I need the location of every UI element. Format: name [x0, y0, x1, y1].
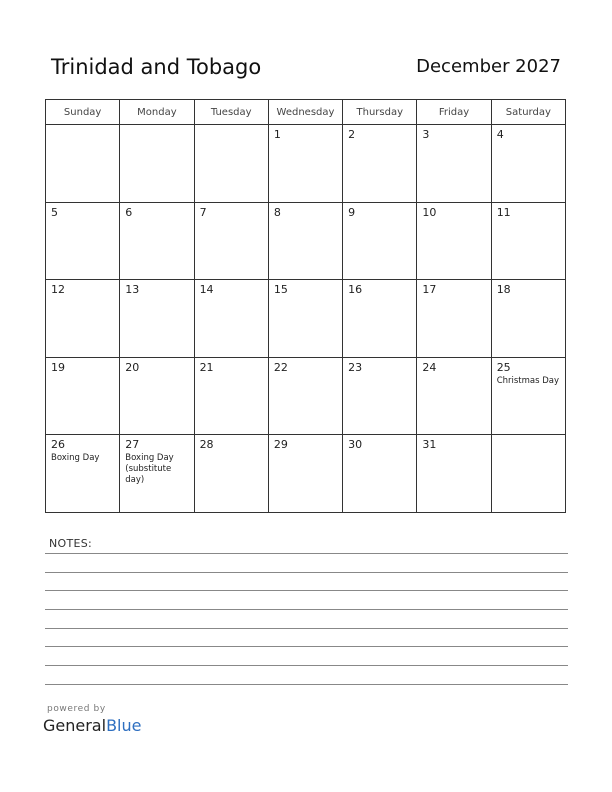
day-cell: [46, 202, 120, 280]
day-cell: [46, 125, 120, 203]
holiday-label: Boxing Day (substitute day): [125, 453, 174, 486]
day-cell: [491, 280, 565, 358]
day-number: 17: [422, 283, 437, 297]
notes-line: [45, 553, 568, 554]
day-number: 31: [422, 438, 437, 452]
day-number: 29: [273, 438, 288, 452]
day-cell: [417, 357, 491, 435]
day-number: 3: [422, 128, 430, 141]
day-number: 1: [273, 128, 281, 141]
day-number: 9: [348, 205, 356, 219]
day-number: 14: [199, 283, 214, 297]
day-number: 15: [273, 283, 288, 297]
notes-label: NOTES:: [49, 537, 93, 550]
day-number: 22: [273, 360, 288, 374]
day-number: 30: [348, 438, 363, 452]
day-number: 28: [199, 438, 214, 452]
week-row: [46, 125, 566, 203]
notes-line: [45, 665, 568, 666]
brand-logo: [43, 716, 141, 735]
powered-by-text: powered by: [47, 704, 106, 714]
day-cell: [343, 357, 417, 435]
day-cell: [491, 125, 565, 203]
day-number: 25: [496, 360, 511, 374]
day-cell: [120, 125, 194, 203]
weekday-friday: Friday: [417, 100, 491, 125]
day-number: 5: [51, 205, 58, 219]
week-row: [46, 435, 566, 513]
weekday-sunday: Sunday: [46, 100, 120, 125]
day-cell: [194, 280, 268, 358]
day-number: 2: [348, 128, 356, 141]
day-number: 10: [422, 205, 437, 219]
weekday-wednesday: Wednesday: [268, 100, 342, 125]
day-number: 26: [51, 438, 65, 452]
notes-line: [45, 572, 568, 573]
day-cell: [120, 435, 194, 513]
weekday-monday: Monday: [120, 100, 194, 125]
day-number: 20: [125, 360, 140, 374]
day-cell: [343, 125, 417, 203]
notes-line: [45, 590, 568, 591]
notes-line: [45, 609, 568, 610]
weekday-tuesday: Tuesday: [194, 100, 268, 125]
brand-name-part2: Blue: [106, 716, 142, 735]
day-cell: [194, 125, 268, 203]
day-cell: [268, 357, 342, 435]
weekday-header-row: [46, 100, 566, 125]
day-number: 21: [199, 360, 214, 374]
day-cell: [120, 357, 194, 435]
day-number: 7: [199, 205, 207, 219]
notes-line: [45, 684, 568, 685]
day-cell: [417, 125, 491, 203]
day-cell: [46, 280, 120, 358]
day-number: 12: [51, 283, 65, 297]
day-cell: [268, 435, 342, 513]
day-cell: [343, 280, 417, 358]
day-number: 19: [51, 360, 65, 374]
day-cell: [417, 280, 491, 358]
day-number: 4: [496, 128, 504, 141]
country-title: Trinidad and Tobago: [51, 55, 262, 79]
holiday-label: Christmas Day: [496, 375, 560, 386]
week-row: [46, 202, 566, 280]
day-cell: [343, 202, 417, 280]
day-number: 13: [125, 283, 140, 297]
day-cell: [194, 202, 268, 280]
notes-line: [45, 646, 568, 647]
day-cell: [491, 357, 565, 435]
day-number: 23: [348, 360, 363, 374]
week-row: [46, 280, 566, 358]
weekday-saturday: Saturday: [491, 100, 565, 125]
day-cell: [268, 280, 342, 358]
day-cell: [46, 357, 120, 435]
day-number: 18: [496, 283, 511, 297]
month-title: December 2027: [416, 56, 561, 77]
day-cell: [120, 280, 194, 358]
day-number: 6: [125, 205, 133, 219]
day-cell: [417, 435, 491, 513]
day-number: 27: [125, 438, 140, 452]
day-cell: [343, 435, 417, 513]
day-number: 8: [273, 205, 281, 219]
day-cell: [268, 125, 342, 203]
day-cell: [491, 435, 565, 513]
day-number: 11: [496, 205, 511, 219]
week-row: [46, 357, 566, 435]
calendar-grid: [45, 99, 566, 513]
day-number: 16: [348, 283, 363, 297]
brand-name-part1: General: [43, 716, 107, 735]
day-cell: [268, 202, 342, 280]
day-cell: [417, 202, 491, 280]
day-cell: [46, 435, 120, 513]
notes-line: [45, 628, 568, 629]
day-cell: [194, 357, 268, 435]
weekday-thursday: Thursday: [343, 100, 417, 125]
day-cell: [120, 202, 194, 280]
day-cell: [491, 202, 565, 280]
holiday-label: Boxing Day: [51, 453, 100, 464]
day-number: 24: [422, 360, 437, 374]
day-cell: [194, 435, 268, 513]
